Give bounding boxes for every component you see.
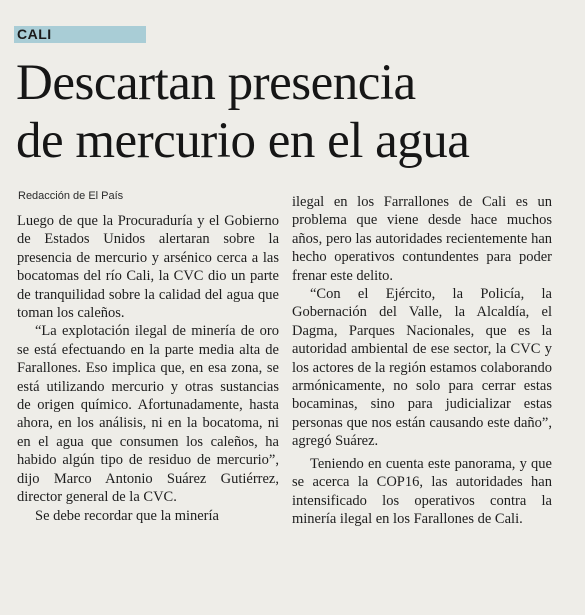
byline: Redacción de El País [18, 190, 124, 202]
section-label: CALI [17, 26, 52, 42]
left-column [17, 212, 279, 525]
paragraph: Se debe recordar que la minería [35, 507, 219, 524]
headline [16, 54, 576, 170]
paragraph: “La explotación ilegal de minería de oro se está efectuando en la parte media alta de Farallones. Eso implica que, en esa zona, se está utilizando mercurio y otras sustancias de origen químico. Afortunadamente, hasta ahora, en los análisis, ni en la bocatoma, ni en el agua que consumen los caleños, ha habido algún tipo de residuo de mercurio”, dijo Marco Antonio Suárez Gutiérrez, director general de la CVC. [17, 323, 279, 506]
paragraph: Luego de que la Procuraduría y el Gobierno de Estados Unidos alertaran sobre la presencia de mercurio y arsénico cerca a las bocatomas del río Cali, la CVC dio un parte de tranquilidad sobre la calidad del agua que toman los caleños. [17, 213, 279, 322]
paragraph: Teniendo en cuenta este panorama, y que se acerca la COP16, las autoridades han intensificado los operativos contra la minería ilegal en los Farallones de Cali. [292, 455, 552, 527]
section-tag [14, 26, 146, 43]
paragraph: “Con el Ejército, la Policía, la Gobernación del Valle, la Alcaldía, el Dagma, Parques Nacionales, que es la autoridad ambiental de ese sector, la CVC y los actores de la región estamos colaborando armónicamente, no solo para cerrar estas bocaminas, sino para judicializar estas personas que nos están causando este daño”, agregó Suárez. [292, 286, 552, 450]
paragraph: ilegal en los Farrallones de Cali es un problema que viene desde hace muchos años, pero las autoridades recientemente han hecho operativos contundentes para poder frenar este delito. [292, 194, 552, 284]
headline-line-2: de mercurio en el agua [16, 113, 470, 169]
headline-line-1: Descartan presencia [16, 55, 416, 111]
right-column [292, 193, 552, 528]
